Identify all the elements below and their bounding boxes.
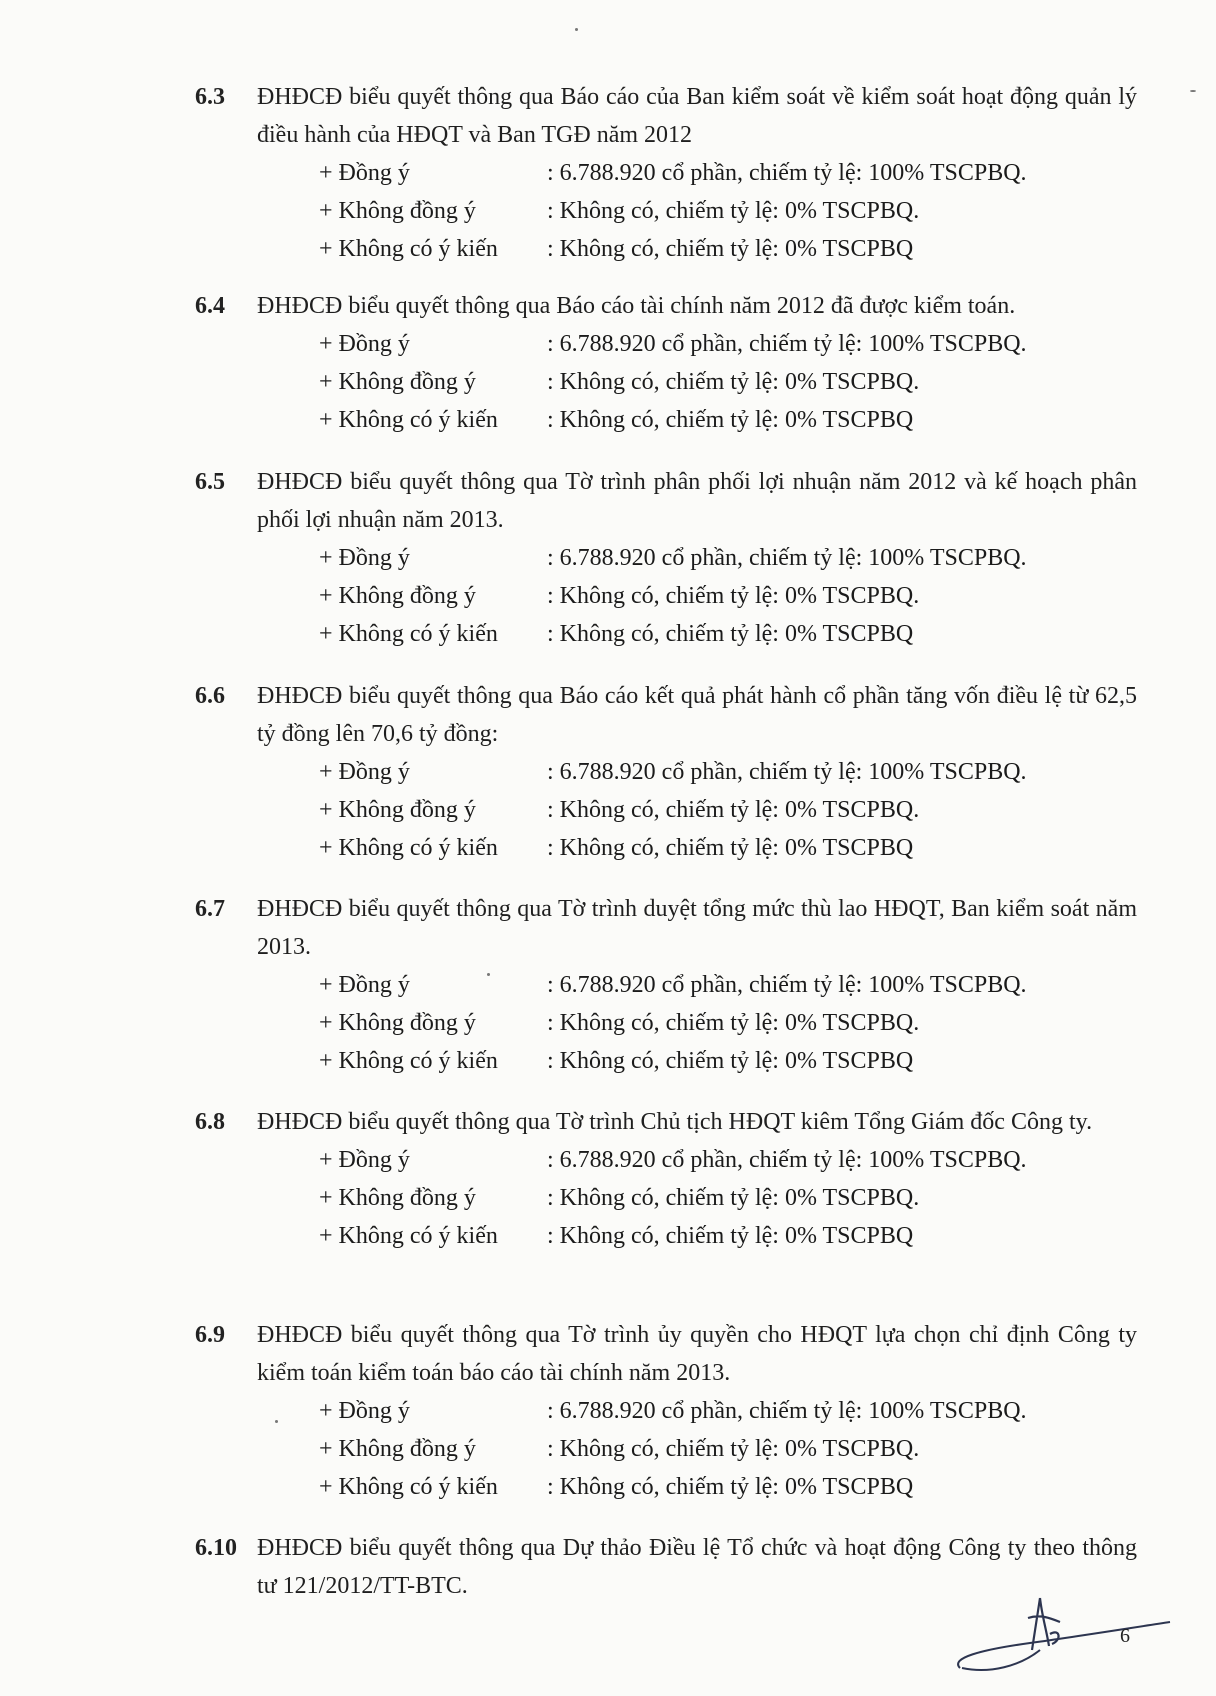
vote-label: + Không có ý kiến — [319, 1048, 498, 1074]
vote-label: + Đồng ý — [319, 759, 410, 785]
vote-no-opinion-row — [319, 1468, 1145, 1506]
vote-value: : 6.788.920 cổ phần, chiếm tỷ lệ: 100% TSCPBQ. — [547, 1147, 1027, 1173]
vote-label: + Không có ý kiến — [319, 1223, 498, 1249]
vote-agree-row — [319, 966, 1145, 1004]
section-6-6 — [195, 677, 1145, 867]
scan-speck — [1190, 90, 1196, 92]
section-text: ĐHĐCĐ biểu quyết thông qua Dự thảo Điều lệ Tổ chức và hoạt động Công ty theo thông tư 121/2012/TT-BTC. — [257, 1535, 1137, 1599]
vote-disagree-row — [319, 363, 1145, 401]
vote-value: : 6.788.920 cổ phần, chiếm tỷ lệ: 100% TSCPBQ. — [547, 759, 1027, 785]
section-number: 6.10 — [195, 1535, 237, 1561]
section-text: ĐHĐCĐ biểu quyết thông qua Tờ trình ủy quyền cho HĐQT lựa chọn chỉ định Công ty kiểm toán kiểm toán báo cáo tài chính năm 2013. — [257, 1322, 1137, 1386]
vote-no-opinion-row — [319, 615, 1145, 653]
vote-label: + Đồng ý — [319, 545, 410, 571]
section-number: 6.4 — [195, 293, 225, 319]
vote-label: + Không đồng ý — [319, 198, 476, 224]
vote-label: + Không có ý kiến — [319, 621, 498, 647]
vote-value: : Không có, chiếm tỷ lệ: 0% TSCPBQ. — [547, 797, 920, 823]
vote-agree-row — [319, 154, 1145, 192]
section-6-9 — [195, 1316, 1145, 1506]
vote-label: + Không đồng ý — [319, 1185, 476, 1211]
section-6-4 — [195, 287, 1145, 439]
vote-label: + Không đồng ý — [319, 1010, 476, 1036]
vote-list — [319, 1392, 1145, 1506]
section-number: 6.3 — [195, 84, 225, 110]
vote-disagree-row — [319, 791, 1145, 829]
vote-disagree-row — [319, 1179, 1145, 1217]
scan-speck — [275, 1420, 278, 1423]
section-text: ĐHĐCĐ biểu quyết thông qua Báo cáo tài chính năm 2012 đã được kiểm toán. — [257, 293, 1016, 319]
vote-list — [319, 1141, 1145, 1255]
vote-label: + Không đồng ý — [319, 797, 476, 823]
vote-label: + Không có ý kiến — [319, 835, 498, 861]
section-text: ĐHĐCĐ biểu quyết thông qua Tờ trình phân phối lợi nhuận năm 2012 và kế hoạch phân phối lợi nhuận năm 2013. — [257, 469, 1137, 533]
section-6-5 — [195, 463, 1145, 653]
vote-label: + Không đồng ý — [319, 583, 476, 609]
section-number: 6.6 — [195, 683, 225, 709]
vote-value: : Không có, chiếm tỷ lệ: 0% TSCPBQ. — [547, 1185, 920, 1211]
scan-speck — [487, 973, 490, 976]
scan-speck — [575, 28, 578, 31]
section-number: 6.7 — [195, 896, 225, 922]
section-text: ĐHĐCĐ biểu quyết thông qua Báo cáo của Ban kiểm soát về kiểm soát hoạt động quản lý điều hành của HĐQT và Ban TGĐ năm 2012 — [257, 84, 1137, 148]
vote-value: : Không có, chiếm tỷ lệ: 0% TSCPBQ. — [547, 369, 920, 395]
vote-list — [319, 753, 1145, 867]
vote-value: : Không có, chiếm tỷ lệ: 0% TSCPBQ. — [547, 1436, 920, 1462]
vote-list — [319, 966, 1145, 1080]
vote-list — [319, 539, 1145, 653]
vote-value: : Không có, chiếm tỷ lệ: 0% TSCPBQ — [547, 1474, 914, 1500]
vote-value: : Không có, chiếm tỷ lệ: 0% TSCPBQ — [547, 621, 914, 647]
vote-no-opinion-row — [319, 829, 1145, 867]
vote-label: + Đồng ý — [319, 331, 410, 357]
vote-value: : Không có, chiếm tỷ lệ: 0% TSCPBQ — [547, 1048, 914, 1074]
vote-label: + Đồng ý — [319, 1147, 410, 1173]
section-number: 6.8 — [195, 1109, 225, 1135]
section-6-7 — [195, 890, 1145, 1080]
vote-agree-row — [319, 753, 1145, 791]
section-6-8 — [195, 1103, 1145, 1255]
vote-list — [319, 325, 1145, 439]
section-text: ĐHĐCĐ biểu quyết thông qua Báo cáo kết quả phát hành cổ phần tăng vốn điều lệ từ 62,5 tỷ đồng lên 70,6 tỷ đồng: — [257, 683, 1137, 747]
vote-label: + Không có ý kiến — [319, 1474, 498, 1500]
vote-label: + Đồng ý — [319, 160, 410, 186]
vote-label: + Không đồng ý — [319, 369, 476, 395]
section-number: 6.5 — [195, 469, 225, 495]
vote-value: : Không có, chiếm tỷ lệ: 0% TSCPBQ — [547, 407, 914, 433]
vote-agree-row — [319, 1392, 1145, 1430]
vote-disagree-row — [319, 192, 1145, 230]
vote-value: : 6.788.920 cổ phần, chiếm tỷ lệ: 100% TSCPBQ. — [547, 331, 1027, 357]
vote-label: + Không có ý kiến — [319, 407, 498, 433]
vote-value: : Không có, chiếm tỷ lệ: 0% TSCPBQ — [547, 236, 914, 262]
vote-value: : 6.788.920 cổ phần, chiếm tỷ lệ: 100% TSCPBQ. — [547, 972, 1027, 998]
vote-no-opinion-row — [319, 230, 1145, 268]
vote-value: : 6.788.920 cổ phần, chiếm tỷ lệ: 100% TSCPBQ. — [547, 545, 1027, 571]
vote-label: + Đồng ý — [319, 1398, 410, 1424]
vote-value: : 6.788.920 cổ phần, chiếm tỷ lệ: 100% TSCPBQ. — [547, 1398, 1027, 1424]
vote-value: : Không có, chiếm tỷ lệ: 0% TSCPBQ. — [547, 1010, 920, 1036]
vote-value: : Không có, chiếm tỷ lệ: 0% TSCPBQ — [547, 835, 914, 861]
vote-disagree-row — [319, 1430, 1145, 1468]
vote-label: + Không đồng ý — [319, 1436, 476, 1462]
vote-value: : Không có, chiếm tỷ lệ: 0% TSCPBQ. — [547, 583, 920, 609]
vote-value: : Không có, chiếm tỷ lệ: 0% TSCPBQ. — [547, 198, 920, 224]
vote-no-opinion-row — [319, 1217, 1145, 1255]
section-text: ĐHĐCĐ biểu quyết thông qua Tờ trình Chủ tịch HĐQT kiêm Tổng Giám đốc Công ty. — [257, 1109, 1093, 1135]
section-number: 6.9 — [195, 1322, 225, 1348]
vote-value: : 6.788.920 cổ phần, chiếm tỷ lệ: 100% TSCPBQ. — [547, 160, 1027, 186]
vote-agree-row — [319, 539, 1145, 577]
vote-label: + Đồng ý — [319, 972, 410, 998]
vote-no-opinion-row — [319, 1042, 1145, 1080]
vote-value: : Không có, chiếm tỷ lệ: 0% TSCPBQ — [547, 1223, 914, 1249]
section-6-3 — [195, 78, 1145, 268]
vote-disagree-row — [319, 1004, 1145, 1042]
vote-list — [319, 154, 1145, 268]
page-number: 6 — [1120, 1625, 1130, 1647]
vote-no-opinion-row — [319, 401, 1145, 439]
section-text: ĐHĐCĐ biểu quyết thông qua Tờ trình duyệt tổng mức thù lao HĐQT, Ban kiểm soát năm 2013. — [257, 896, 1137, 960]
vote-disagree-row — [319, 577, 1145, 615]
signature-mark — [950, 1588, 1180, 1683]
vote-label: + Không có ý kiến — [319, 236, 498, 262]
vote-agree-row — [319, 325, 1145, 363]
vote-agree-row — [319, 1141, 1145, 1179]
